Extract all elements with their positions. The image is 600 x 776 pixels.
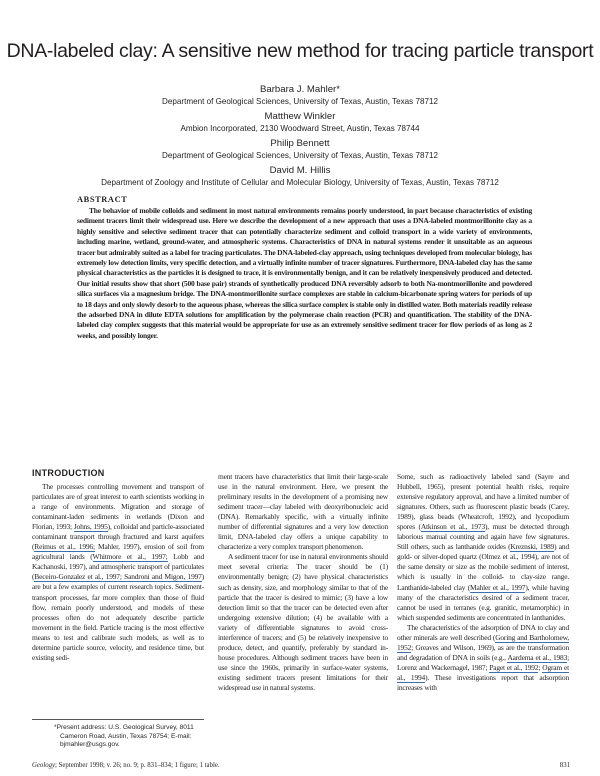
author-block (0, 84, 600, 192)
author-name: Philip Bennett (270, 138, 330, 149)
text-run: ; Lorenz and Wackernagel, 1987; (397, 652, 570, 672)
page-number: 831 (559, 762, 570, 769)
author-affiliation: Department of Geological Sciences, University of Texas, Austin, Texas 78712 (162, 151, 438, 160)
footnote (32, 719, 204, 750)
text-run: ), must be detected through laborious manual counting and again have few signatures. Still others, such as lanthanide oxides ( (397, 522, 569, 552)
footnote-text: *Present address: U.S. Geological Survey, 8011 Cameron Road, Austin, Texas 78754; E-mail: bjmahler@usgs.gov. (54, 724, 194, 749)
reference-link[interactable]: Beceiro-Gonzalez et al., 1997; Sandroni and Migon, 1997 (34, 572, 202, 582)
text-run: Mahler, 1997), erosion of soil from agricultural lands ( (32, 542, 204, 562)
section-heading: INTRODUCTION (32, 468, 105, 478)
reference-link[interactable]: Reimus et al., 1996; (34, 542, 95, 552)
author-name: Matthew Winkler (264, 111, 336, 122)
text-run: ). These investigations report that adsorption increases with (397, 672, 570, 692)
author-name: David M. Hillis (269, 165, 331, 176)
text-run: ) and gold- or silver-doped quartz (Olmez et al., 1994), are not of the same density or size as the mobile sediment of interest, which is usually in the colloid- to clay-size range. Lanthanide-labeled clay ( (397, 542, 569, 592)
reference-link[interactable]: Ogram et al., 1994 (397, 662, 569, 682)
reference-link[interactable]: Johns, 1995 (73, 522, 108, 532)
text-run: ), while having many of the characteristics desired of a sediment tracer, cannot be used in terranes (e.g. granitic, metamorphic) in which suspended sediments are concentrated in lanthanides. (397, 582, 569, 622)
body-column-1 (32, 468, 204, 663)
reference-link[interactable]: Paget et al., 1992 (489, 662, 539, 672)
abstract-text: The behavior of mobile colloids and sediment in most natural environments remains poorly understood, in part because characteristics of existing sediment tracers limit their widespread use. Here we describe the development of a new approach that uses a DNA-labeled montmorillonite clay as a highly sensitive and selective sediment tracer that can potentially characterize sediment and colloid transport in a wide variety of environments, including marine, wetland, ground-water, and atmospheric systems. Characteristics of DNA in natural systems render it unsuitable as an aqueous tracer but admirably suited as a label for tracing particulates. The DNA-labeled-clay approach, using techniques developed from molecular biology, has extremely low detection limits, very specific detection, and a virtually infinite number of tracer signatures. Furthermore, DNA-labeled clay has the same physical characteristics as the particles it is designed to trace, it is environmentally benign, and it can be relatively inexpensively produced and detected. Our initial results show that short (500 base pair) strands of synthetically produced DNA reversibly adsorb to both Na-montmorillonite and powdered silica surfaces via a magnesium bridge. The DNA-montmorillonite surface complexes are stable in calcium-bicarbonate spring waters for periods of up to 18 days and only slowly desorb to the aqueous phase, whereas the silica surface complex is stable only in distilled water. Both materials readily release the adsorbed DNA in dilute EDTA solutions for amplification by the polymerase chain reaction (PCR) and quantification. The stability of the DNA-labeled clay complex suggests that this material would be appropriate for use as an extremely sensitive sediment tracer for flow periods of as long as 2 weeks, and possibly longer. (77, 206, 532, 340)
paper-title: DNA-labeled clay: A sensitive new method for tracing particle transport (6, 40, 594, 62)
citation-line (32, 762, 220, 769)
author-name: Barbara J. Mahler* (260, 84, 340, 95)
text-run: The processes controlling movement and transport of particulates are of great interest to earth scientists working in a range of environments. Migration and storage of contaminant-laden sediments in wetlands (Dixon and Florian, 1993; (32, 482, 204, 532)
body-column-2 (218, 472, 388, 693)
abstract-heading: ABSTRACT (77, 195, 128, 204)
paragraph (397, 472, 569, 623)
text-run: ; Greaves and Wilson, 1969), as are the transformation and degradation of DNA in soils (e.g., (397, 642, 569, 662)
paragraph: ment tracers have characteristics that limit their large-scale use in the natural environment. Here, we present the preliminary results in the development of a promising new sediment tracer—clay labeled with deoxyribonucleic acid (DNA). Remarkably specific, with a virtually infinite number of differential signatures and a very low detection limit, DNA-labeled clay offers a unique capability to characterize a very complex transport phenomenon. (218, 472, 388, 552)
text-run: The characteristics of the adsorption of DNA to clay and other minerals are well described ( (397, 622, 569, 642)
citation-text: ; September 1998; v. 26; no. 9; p. 831–834; 1 figure; 1 table. (55, 762, 220, 769)
author-affiliation: Ambion Incorporated, 2130 Woodward Street, Austin, Texas 78744 (180, 124, 420, 133)
text-run: ) are but a few examples of current research topics. Sediment-transport processes, far more complex than those of fluid flow, remain poorly understood, and models of these processes often do not adequately describe particle movement in the field. Particle tracing is the most effective means to test and calibrate such models, as well as to determine particle source, velocity, and residence time, but existing sedi- (32, 572, 204, 662)
journal-name: Geology (32, 762, 56, 769)
paragraph (397, 623, 569, 693)
reference-link[interactable]: Kreznski, 1989 (510, 542, 555, 552)
abstract (77, 194, 532, 341)
text-run: ), colloidal and particle-associated contaminant transport through fractured and karst aquifers ( (32, 522, 204, 552)
reference-link[interactable]: Whitmore et al., 1997; (92, 552, 168, 562)
reference-link[interactable]: Mahler et al., 1997 (470, 582, 526, 592)
reference-link[interactable]: Atkinson et al., 1973 (420, 522, 485, 532)
paragraph: A sediment tracer for use in natural environments should meet several criteria: The tracer should be (1) environmentally benign; (2) have physical characteristics such as density, size, and morphology similar to that of the particle that the tracer is desired to mimic; (3) have a low detection limit so that the tracer can be detected even after undergoing extensive dilution; (4) be available with a variety of differentiable signatures to avoid cross-interference of tracers; and (5) be relatively inexpensive to produce, detect, and quantify, preferably by standard in-house procedures. Although sediment tracers have been in use since the 1960s, primarily in surface-water systems, existing sediment tracers present limitations for their widespread use in natural systems. (218, 552, 388, 692)
text-run: ; (538, 662, 543, 672)
reference-link[interactable]: Goring and Bartholomew, 1952 (397, 632, 570, 652)
reference-link[interactable]: Aardema et al., 1983 (507, 652, 568, 662)
author-affiliation: Department of Geological Sciences, University of Texas, Austin, Texas 78712 (162, 97, 438, 106)
text-run: Lobb and Kachanoski, 1997), and atmospheric transport of particulates ( (32, 552, 204, 582)
author-affiliation: Department of Zoology and Institute of Cellular and Molecular Biology, University of Texas, Austin, Texas 78712 (101, 178, 499, 187)
paragraph (32, 482, 204, 663)
body-column-3 (397, 472, 569, 693)
text-run: Some, such as radioactively labeled sand (Sayre and Hubbell, 1965), present potential health risks, require extensive regulatory approval, and have a limited number of signatures. Others, such as fluorescent plastic beads (Carey, 1989), glass beads (Wheatcroft, 1992), and lycopodium spores ( (397, 472, 569, 532)
